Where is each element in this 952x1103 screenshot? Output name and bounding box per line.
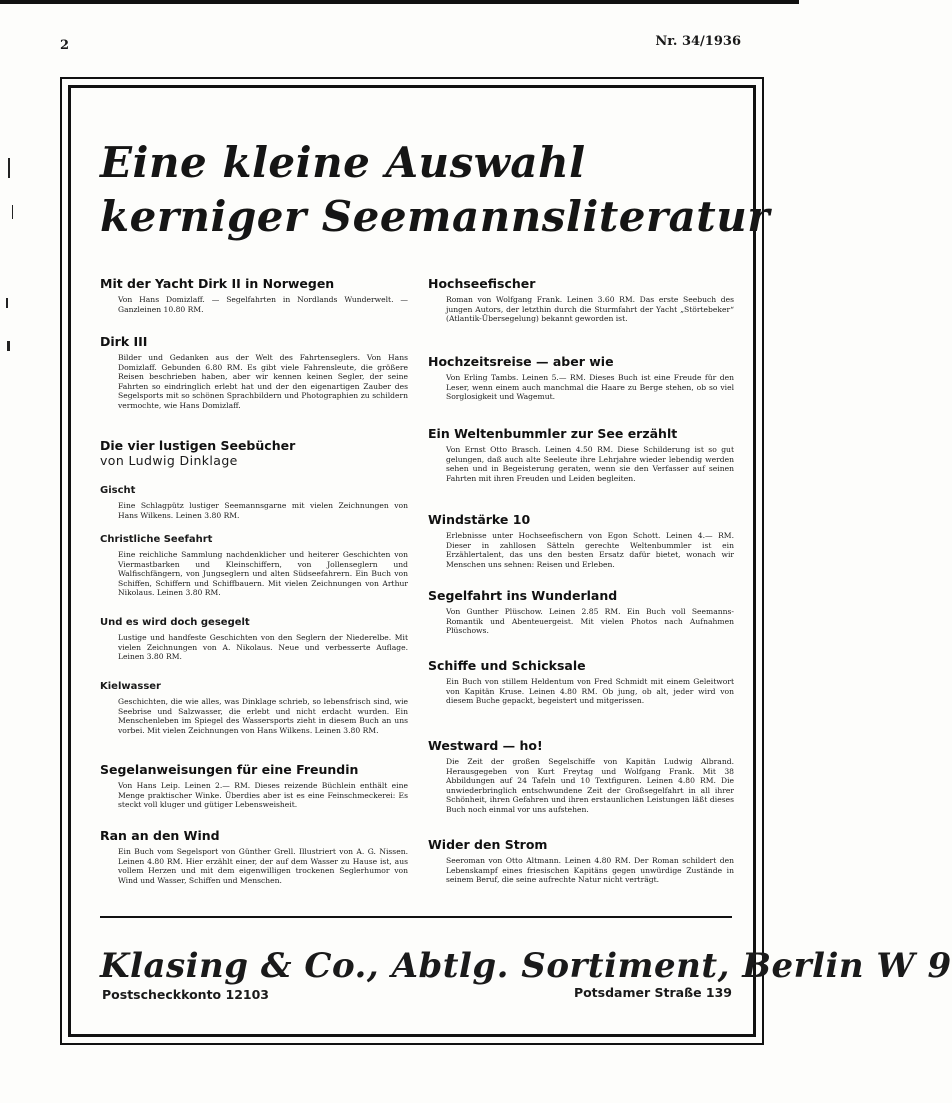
book-title: Schiffe und Schicksale (428, 658, 586, 673)
postal-account: Postscheckkonto 12103 (102, 987, 269, 1002)
book-title: Segelfahrt ins Wunderland (428, 588, 618, 603)
book-entry (428, 354, 734, 402)
book-title: Hochzeitsreise — aber wie (428, 354, 614, 369)
book-entry (428, 658, 734, 706)
book-title: Segelanweisungen für eine Freundin (100, 762, 359, 777)
book-entry (100, 828, 408, 885)
publisher-brand: Klasing & Co., Abtlg. Sortiment, Berlin W 9 (100, 946, 952, 986)
margin-mark (8, 158, 10, 178)
book-title: Wider den Strom (428, 837, 548, 852)
margin-mark (12, 205, 13, 219)
book-description: Bilder und Gedanken aus der Welt des Fahrtenseglers. Von Hans Domizlaff. Gebunden 6.80 RM. Es gibt viele Fahrensleute, die größere Reisen beschrieben haben, aber wir kennen keinen Segler, der seine Fahrten so eindringlich erlebt hat und der den eigenartigen Zauber des Segelsports mit so schönen Sprachbildern und Photographien zu schildern vermochte, wie Hans Domizlaff. (118, 353, 408, 410)
margin-mark (7, 341, 10, 351)
book-entry (428, 738, 734, 814)
book-entry (428, 588, 734, 636)
book-description: Von Gunther Plüschow. Leinen 2.85 RM. Ein Buch voll Seemanns-Romantik und Abenteuergeist. Mit vielen Photos nach Aufnahmen Plüschows. (446, 607, 734, 635)
book-description: Von Hans Leip. Leinen 2.— RM. Dieses reizende Büchlein enthält eine Menge praktischer Winke. Überdies aber ist es eine Feinschmeckerei: Es steckt voll kluger und gütiger Lebensweisheit. (118, 781, 408, 809)
book-title: Ran an den Wind (100, 828, 220, 843)
book-title: Mit der Yacht Dirk II in Norwegen (100, 276, 335, 291)
book-description: Erlebnisse unter Hochseefischern von Egon Schott. Leinen 4.— RM. Dieser in zahllosen Sätteln gerechte Weltenbummler ist ein Erzählertalent, das uns den besten Ersatz dafür bietet, wonach wir Menschen uns sehnen: Reisen und Erleben. (446, 531, 734, 569)
page-number: 2 (60, 38, 70, 53)
book-entry (100, 534, 408, 598)
book-title: Kielwasser (100, 681, 161, 692)
book-description: Geschichten, die wie alles, was Dinklage schrieb, so lebensfrisch sind, wie Seebrise und Salzwasser, die erlebt und nicht erdacht wurden. Ein Menschenleben im Spiegel des Wassersports zieht in diesem Buch an uns vorbei. Mit vielen Zeichnungen von Hans Wilkens. Leinen 3.80 RM. (118, 697, 408, 735)
book-entry (100, 617, 408, 662)
book-title: Windstärke 10 (428, 512, 531, 527)
publisher-address: Potsdamer Straße 139 (573, 985, 732, 1000)
series-author: von Ludwig Dinklage (100, 453, 238, 468)
book-description: Ein Buch von stillem Heldentum von Fred Schmidt mit einem Geleitwort von Kapitän Kruse. Leinen 4.80 RM. Ob jung, ob alt, jeder wird von diesem Buche gepackt, begeistert und mitgerissen. (446, 677, 734, 705)
margin-mark (6, 298, 8, 308)
book-description: Von Erling Tambs. Leinen 5.— RM. Dieses Buch ist eine Freude für den Leser, wenn einem auch manchmal die Haare zu Berge stehen, ob so viel Sorglosigkeit und Wagemut. (446, 373, 734, 401)
top-edge-line (0, 0, 799, 4)
book-description: Seeroman von Otto Altmann. Leinen 4.80 RM. Der Roman schildert den Lebenskampf eines friesischen Kapitäns gegen unwürdige Zustände in seinem Beruf, die seine aufrechte Natur nicht verträgt. (446, 856, 734, 884)
book-description: Die Zeit der großen Segelschiffe von Kapitän Ludwig Albrand. Herausgegeben von Kurt Freytag und Wolfgang Frank. Mit 38 Abbildungen auf 24 Tafeln und 10 Textfiguren. Leinen 4.80 RM. Die unwiederbringlich entschwundene Zeit der Großsegelfahrt in all ihrer Schönheit, ihren Gefahren und ihren erstaunlichen Leistungen läßt dieses Buch noch einmal vor uns aufstehen. (446, 757, 734, 814)
book-title: Westward — ho! (428, 738, 543, 753)
book-description: Lustige und handfeste Geschichten von den Seglern der Niederelbe. Mit vielen Zeichnungen von A. Nikolaus. Neue und verbesserte Auflage. Leinen 3.80 RM. (118, 633, 408, 661)
book-entry (428, 837, 734, 885)
book-entry (100, 485, 408, 520)
book-title: Hochseefischer (428, 276, 536, 291)
book-title: Und es wird doch gesegelt (100, 617, 250, 628)
footer-divider (100, 916, 732, 918)
book-title: Dirk III (100, 334, 148, 349)
book-entry (428, 426, 734, 483)
book-entry (100, 681, 408, 735)
book-title: Christliche Seefahrt (100, 534, 213, 545)
book-title: Ein Weltenbummler zur See erzählt (428, 426, 678, 441)
book-title: Gischt (100, 485, 136, 496)
book-entry (428, 512, 734, 569)
book-entry (428, 276, 734, 324)
book-entry (100, 276, 408, 314)
headline-line-2: kerniger Seemannsliteratur (100, 192, 770, 241)
book-description: Roman von Wolfgang Frank. Leinen 3.60 RM. Das erste Seebuch des jungen Autors, der letzthin durch die Sturmfahrt der Yacht „Störtebeker“ (Atlantik-Übersegelung) bekannt geworden ist. (446, 295, 734, 323)
book-description: Ein Buch vom Segelsport von Günther Grell. Illustriert von A. G. Nissen. Leinen 4.80 RM. Hier erzählt einer, der auf dem Wasser zu Hause ist, aus vollem Herzen und mit dem eigenwilligen trockenen Seglerhumor von Wind und Wasser, Schiffen und Menschen. (118, 847, 408, 885)
headline-line-1: Eine kleine Auswahl (100, 138, 586, 187)
book-description: Eine reichliche Sammlung nachdenklicher und heiterer Geschichten von Viermastbarken und Kleinschiffern, von Jollenseglern und Walfischfängern, von Jungseglern und alten Südseefahrern. Ein Buch von Schiffen, Schiffern und Schiffbauern. Mit vielen Zeichnungen von Arthur Nikolaus. Leinen 3.80 RM. (118, 550, 408, 597)
series-title: Die vier lustigen Seebücher (100, 438, 296, 453)
series-heading (100, 438, 408, 468)
book-description: Von Hans Domizlaff. — Segelfahrten in Nordlands Wunderwelt. — Ganzleinen 10.80 RM. (118, 295, 408, 314)
issue-number: Nr. 34/1936 (655, 34, 741, 49)
book-entry (100, 762, 408, 810)
book-description: Von Ernst Otto Brasch. Leinen 4.50 RM. Diese Schilderung ist so gut gelungen, daß auch alte Seeleute ihre Lehrjahre wieder lebendig werden sehen und in Begeisterung geraten, wenn sie den Verfasser auf seinen Fahrten mit ihren Freuden und Leiden begleiten. (446, 445, 734, 483)
book-entry (100, 334, 408, 410)
book-description: Eine Schlagpütz lustiger Seemannsgarne mit vielen Zeichnungen von Hans Wilkens. Leinen 3.80 RM. (118, 501, 408, 520)
